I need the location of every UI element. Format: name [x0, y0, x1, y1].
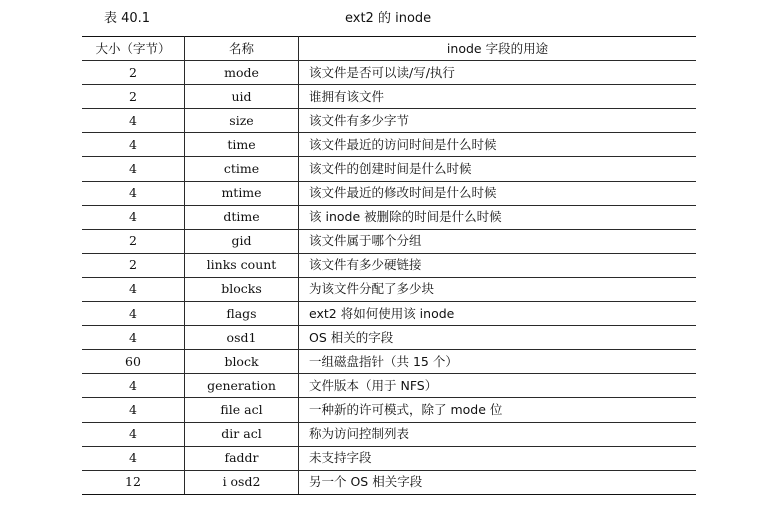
cell-purpose: OS 相关的字段 — [299, 326, 697, 350]
cell-name: flags — [185, 302, 299, 326]
cell-size: 4 — [82, 446, 185, 470]
cell-name: file acl — [185, 398, 299, 422]
cell-purpose: 未支持字段 — [299, 446, 697, 470]
cell-size: 4 — [82, 398, 185, 422]
cell-size: 4 — [82, 277, 185, 301]
table-row — [82, 157, 696, 181]
cell-purpose: 该文件最近的访问时间是什么时候 — [299, 133, 697, 157]
cell-purpose: 另一个 OS 相关字段 — [299, 470, 697, 494]
table-row — [82, 205, 696, 229]
cell-purpose: 一组磁盘指针（共 15 个） — [299, 350, 697, 374]
table-row — [82, 446, 696, 470]
header-row — [82, 37, 696, 61]
table-body — [82, 61, 696, 495]
table-number: 表 40.1 — [104, 11, 151, 26]
cell-size: 4 — [82, 374, 185, 398]
cell-purpose: 文件版本（用于 NFS） — [299, 374, 697, 398]
table-row — [82, 302, 696, 326]
cell-size: 2 — [82, 253, 185, 277]
table-row — [82, 326, 696, 350]
cell-size: 4 — [82, 326, 185, 350]
cell-purpose: 为该文件分配了多少块 — [299, 277, 697, 301]
cell-size: 2 — [82, 61, 185, 85]
header-size: 大小（字节） — [82, 37, 185, 61]
cell-size: 4 — [82, 181, 185, 205]
table-row — [82, 470, 696, 494]
cell-name: i osd2 — [185, 470, 299, 494]
cell-size: 4 — [82, 302, 185, 326]
table-row — [82, 350, 696, 374]
cell-size: 12 — [82, 470, 185, 494]
table-row — [82, 229, 696, 253]
cell-name: dtime — [185, 205, 299, 229]
table-title: ext2 的 inode — [345, 11, 432, 26]
cell-name: uid — [185, 85, 299, 109]
table-row — [82, 133, 696, 157]
cell-size: 4 — [82, 157, 185, 181]
cell-size: 4 — [82, 133, 185, 157]
inode-fields-table — [82, 36, 696, 495]
cell-name: links count — [185, 253, 299, 277]
cell-name: osd1 — [185, 326, 299, 350]
cell-purpose: 该文件有多少硬链接 — [299, 253, 697, 277]
table-row — [82, 181, 696, 205]
table-row — [82, 398, 696, 422]
table-row — [82, 422, 696, 446]
cell-purpose: 谁拥有该文件 — [299, 85, 697, 109]
table-row — [82, 109, 696, 133]
cell-size: 60 — [82, 350, 185, 374]
cell-purpose: 该文件是否可以读/写/执行 — [299, 61, 697, 85]
cell-purpose: ext2 将如何使用该 inode — [299, 302, 697, 326]
cell-purpose: 称为访问控制列表 — [299, 422, 697, 446]
cell-name: faddr — [185, 446, 299, 470]
table-row — [82, 277, 696, 301]
cell-name: time — [185, 133, 299, 157]
cell-size: 4 — [82, 422, 185, 446]
cell-name: generation — [185, 374, 299, 398]
cell-name: size — [185, 109, 299, 133]
cell-size: 4 — [82, 205, 185, 229]
cell-name: gid — [185, 229, 299, 253]
cell-size: 2 — [82, 229, 185, 253]
table-row — [82, 61, 696, 85]
table-row — [82, 374, 696, 398]
cell-name: mode — [185, 61, 299, 85]
cell-purpose: 该文件属于哪个分组 — [299, 229, 697, 253]
table-header — [82, 37, 696, 61]
cell-purpose: 该 inode 被删除的时间是什么时候 — [299, 205, 697, 229]
header-name: 名称 — [185, 37, 299, 61]
cell-size: 2 — [82, 85, 185, 109]
cell-purpose: 该文件的创建时间是什么时候 — [299, 157, 697, 181]
table-row — [82, 253, 696, 277]
table-row — [82, 85, 696, 109]
header-purpose: inode 字段的用途 — [299, 37, 697, 61]
cell-name: block — [185, 350, 299, 374]
cell-purpose: 一种新的许可模式，除了 mode 位 — [299, 398, 697, 422]
cell-name: ctime — [185, 157, 299, 181]
cell-purpose: 该文件最近的修改时间是什么时候 — [299, 181, 697, 205]
cell-name: dir acl — [185, 422, 299, 446]
cell-name: blocks — [185, 277, 299, 301]
cell-size: 4 — [82, 109, 185, 133]
cell-name: mtime — [185, 181, 299, 205]
cell-purpose: 该文件有多少字节 — [299, 109, 697, 133]
